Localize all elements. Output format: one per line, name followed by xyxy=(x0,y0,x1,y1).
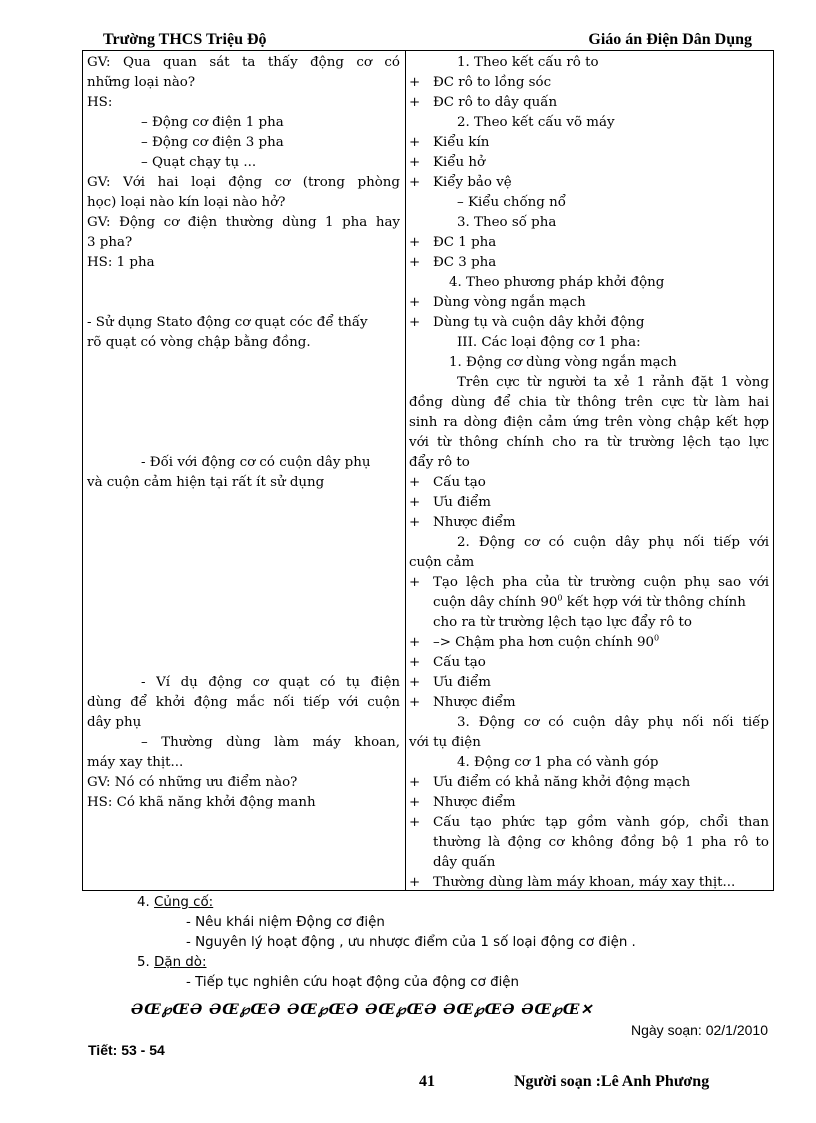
section-heading: III. Các loại động cơ 1 pha: xyxy=(457,335,641,350)
plus-marker: + xyxy=(409,295,421,310)
left-line: – Quạt chạy tụ ... xyxy=(141,155,257,170)
left-line: máy xay thịt... xyxy=(87,755,184,770)
right-paragraph: Trên cực từ người ta xẻ 1 rảnh đặt 1 vòng xyxy=(457,375,769,390)
left-line: những loại nào? xyxy=(87,75,196,90)
left-line: dùng để khởi động mắc nối tiếp với cuộn xyxy=(87,695,400,710)
left-spacer xyxy=(87,353,400,373)
left-line: 3 pha? xyxy=(87,235,133,250)
plus-marker: + xyxy=(409,255,421,270)
plus-marker: + xyxy=(409,655,421,670)
left-line: dây phụ xyxy=(87,715,142,730)
right-bullet: + ĐC 3 pha xyxy=(409,253,769,273)
plus-marker: + xyxy=(409,695,421,710)
right-bullet: + Nhược điểm xyxy=(409,793,769,813)
right-bullet: + Kiểu kín xyxy=(409,133,769,153)
left-line: và cuộn cảm hiện tại rất ít sử dụng xyxy=(87,475,325,490)
right-bullet: + Cấu tạo xyxy=(409,653,769,673)
page-number: 41 xyxy=(419,1073,435,1090)
left-line: - Ví dụ động cơ quạt có tụ điện xyxy=(141,675,400,690)
right-bullet: + ĐC rô to dây quấn xyxy=(409,93,769,113)
left-line: – Động cơ điện 3 pha xyxy=(141,135,284,150)
right-bullet: + Kiểy bảo vệ xyxy=(409,173,769,193)
left-spacer xyxy=(87,653,400,673)
plus-marker: + xyxy=(409,235,421,250)
right-bullet: + –> Chậm pha hơn cuộn chính $90^0$ xyxy=(409,633,769,653)
left-spacer xyxy=(87,273,400,293)
consolidation-item: - Nêu khái niệm Động cơ điện xyxy=(186,915,385,930)
left-line: - Đối với động cơ có cuộn dây phụ xyxy=(141,455,371,470)
left-line: rõ quạt có vòng chập bằng đồng. xyxy=(87,335,311,350)
right-bullet: + Kiểu hở xyxy=(409,153,769,173)
homework-item: - Tiếp tục nghiên cứu hoạt động của động cơ điện xyxy=(186,975,520,990)
right-heading: 2. Theo kết cấu võ máy xyxy=(457,115,615,130)
degree-superscript: 0 xyxy=(557,593,563,603)
left-spacer xyxy=(87,613,400,633)
left-line: HS: 1 pha xyxy=(87,255,155,270)
right-bullet: + Cấu tạo xyxy=(409,473,769,493)
plus-marker: + xyxy=(409,875,421,890)
consolidation-heading: 4. Củng cố: xyxy=(137,895,214,910)
lesson-table xyxy=(82,50,774,891)
right-bullet-cont: thường là động cơ không đồng bộ 1 pha rô to xyxy=(433,835,769,850)
right-bullet: + ĐC 1 pha xyxy=(409,233,769,253)
plus-marker: + xyxy=(409,315,421,330)
right-bullet: + Cấu tạo phức tạp gồm vành góp, chổi than xyxy=(409,813,769,833)
right-bullet: + ĐC rô to lồng sóc xyxy=(409,73,769,93)
plus-marker: + xyxy=(409,475,421,490)
left-spacer xyxy=(87,573,400,593)
degree-superscript: 0 xyxy=(654,633,660,643)
plus-marker: + xyxy=(409,795,421,810)
plus-marker: + xyxy=(409,75,421,90)
left-spacer xyxy=(87,513,400,533)
prep-date: Ngày soạn: 02/1/2010 xyxy=(631,1022,768,1038)
left-spacer xyxy=(87,373,400,393)
left-spacer xyxy=(87,553,400,573)
left-spacer xyxy=(87,393,400,413)
right-heading: 3. Động cơ có cuộn dây phụ nối nối tiếp xyxy=(457,715,769,730)
lesson-content-column xyxy=(409,53,769,893)
left-spacer xyxy=(87,493,400,513)
left-line: – Động cơ điện 1 pha xyxy=(141,115,284,130)
right-bullet: + Ưu điểm xyxy=(409,493,769,513)
right-heading: 1. Theo kết cấu rô to xyxy=(457,55,599,70)
right-heading: 2. Động cơ có cuộn dây phụ nối tiếp với xyxy=(457,535,769,550)
left-line: GV: Với hai loại động cơ (trong phòng xyxy=(87,175,400,190)
left-line: GV: Động cơ điện thường dùng 1 pha hay xyxy=(87,215,400,230)
right-subitem: – Kiểu chống nổ xyxy=(457,195,566,210)
plus-marker: + xyxy=(409,775,421,790)
right-paragraph: đồng dùng để chia từ thông trên cực từ làm hai xyxy=(409,395,769,410)
right-bullet: + Dùng vòng ngắn mạch xyxy=(409,293,769,313)
right-bullet-cont: cuộn dây chính $90^0$ kết hợp với từ thông chính xyxy=(433,593,746,610)
plus-marker: + xyxy=(409,175,421,190)
left-line: học) loại nào kín loại nào hở? xyxy=(87,195,286,210)
left-spacer xyxy=(87,293,400,313)
header-school: Trường THCS Triệu Độ xyxy=(103,31,267,48)
author: Người soạn :Lê Anh Phương xyxy=(514,1073,710,1090)
header-subject: Giáo án Điện Dân Dụng xyxy=(588,31,752,48)
left-line: HS: xyxy=(87,95,113,110)
right-bullet: + Dùng tụ và cuộn dây khởi động xyxy=(409,313,769,333)
left-spacer xyxy=(87,413,400,433)
right-bullet: + Ưu điểm có khả năng khởi động mạch xyxy=(409,773,769,793)
plus-marker: + xyxy=(409,155,421,170)
plus-marker: + xyxy=(409,495,421,510)
left-spacer xyxy=(87,433,400,453)
right-bullet-cont: dây quấn xyxy=(433,855,496,870)
right-bullet-cont: cho ra từ trường lệch tạo lực đẩy rô to xyxy=(433,615,692,630)
right-heading: 3. Theo số pha xyxy=(457,215,557,230)
right-paragraph: cuộn cảm xyxy=(409,555,475,570)
lesson-period: Tiết: 53 - 54 xyxy=(88,1042,165,1058)
right-heading: 1. Động cơ dùng vòng ngắn mạch xyxy=(449,355,677,370)
column-divider xyxy=(405,51,406,890)
left-spacer xyxy=(87,533,400,553)
right-heading: 4. Động cơ 1 pha có vành góp xyxy=(457,755,659,770)
plus-marker: + xyxy=(409,135,421,150)
plus-marker: + xyxy=(409,95,421,110)
right-bullet: + Thường dùng làm máy khoan, máy xay thịt... xyxy=(409,873,769,893)
homework-heading: 5. Dặn dò: xyxy=(137,955,207,970)
ornament-divider: ƏŒ℘ŒƏ ƏŒ℘ŒƏ ƏŒ℘ŒƏ ƏŒ℘ŒƏ ƏŒ℘ŒƏ ƏŒ℘Œ✕ xyxy=(131,1002,594,1018)
right-paragraph: với từ thông chính cho ra từ trường lệch tạo lực xyxy=(409,435,769,450)
left-line: GV: Nó có những ưu điểm nào? xyxy=(87,775,298,790)
plus-marker: + xyxy=(409,515,421,530)
left-line: – Thường dùng làm máy khoan, xyxy=(141,735,400,750)
plus-marker: + xyxy=(409,575,421,590)
left-line: - Sử dụng Stato động cơ quạt cóc để thấy xyxy=(87,315,368,330)
left-spacer xyxy=(87,633,400,653)
left-line: HS: Có khã năng khởi động manh xyxy=(87,795,316,810)
right-paragraph: với tụ điện xyxy=(409,735,481,750)
left-spacer xyxy=(87,593,400,613)
plus-marker: + xyxy=(409,815,421,830)
plus-marker: + xyxy=(409,675,421,690)
consolidation-item: - Nguyên lý hoạt động , ưu nhược điểm của 1 số loại động cơ điện . xyxy=(186,935,636,950)
right-bullet: + Nhược điểm xyxy=(409,513,769,533)
right-paragraph: sinh ra dòng điện cảm ứng trên vòng chập kết hợp xyxy=(409,415,769,430)
teacher-activity-column xyxy=(87,53,400,813)
right-bullet: + Ưu điểm xyxy=(409,673,769,693)
right-heading: 4. Theo phương pháp khởi động xyxy=(449,275,665,290)
right-bullet: + Nhược điểm xyxy=(409,693,769,713)
plus-marker: + xyxy=(409,635,421,650)
right-bullet: + Tạo lệch pha của từ trường cuộn phụ sao với xyxy=(409,573,769,593)
right-paragraph: đẩy rô to xyxy=(409,455,470,470)
left-line: GV: Qua quan sát ta thấy động cơ có xyxy=(87,55,400,70)
